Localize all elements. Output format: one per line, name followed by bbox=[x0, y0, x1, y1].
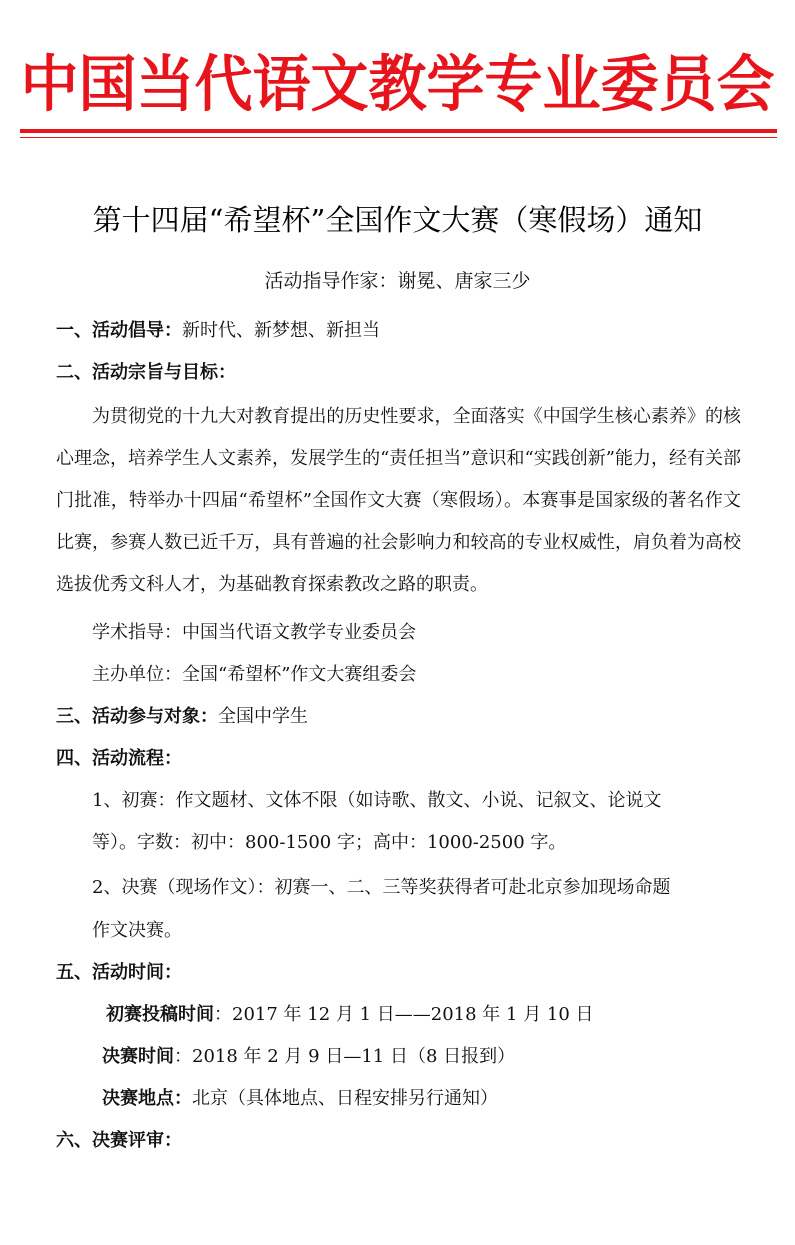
prelim-time bbox=[56, 994, 741, 1036]
final-venue bbox=[56, 1078, 741, 1120]
section-advocacy bbox=[56, 310, 741, 352]
section-heading: 一、活动倡导： bbox=[56, 320, 182, 341]
document-title: 第十四届“希望杯”全国作文大赛（寒假场）通知 bbox=[92, 203, 703, 237]
process-item-final-line2: 作文决赛。 bbox=[92, 920, 182, 941]
final-time-value: ：2018 年 2 月 9 日—11 日（8 日报到） bbox=[174, 1046, 516, 1067]
prelim-time-value: ：2017 年 12 月 1 日——2018 年 1 月 10 日 bbox=[214, 1004, 594, 1025]
purpose-paragraph: 为贯彻党的十九大对教育提出的历史性要求，全面落实《中国学生核心素养》的核心理念，培养学生人文素养，发展学生的“责任担当”意识和“实践创新”能力，经有关部门批准，特举办十四届“希望杯”全国作文大赛（寒假场）。本赛事是国家级的著名作文比赛，参赛人数已近千万，具有普遍的社会影响力和较高的专业权威性，肩负着为高校选拔优秀文科人才，为基础教育探索教改之路的职责。 bbox=[56, 406, 741, 595]
document-subtitle: 活动指导作家：谢冕、唐家三少 bbox=[264, 270, 531, 292]
section-time-heading bbox=[56, 952, 741, 994]
section-purpose-heading bbox=[56, 352, 741, 394]
section-heading: 二、活动宗旨与目标： bbox=[56, 362, 236, 383]
masthead-rule-thick bbox=[20, 129, 777, 133]
section-heading: 三、活动参与对象： bbox=[56, 706, 218, 727]
section-heading: 六、决赛评审： bbox=[56, 1130, 182, 1151]
process-item-final-line1: 2、决赛（现场作文）：初赛一、二、三等奖获得者可赴北京参加现场命题 bbox=[92, 877, 671, 898]
process-item-prelim-line1: 1、初赛：作文题材、文体不限（如诗歌、散文、小说、记叙文、论说文 bbox=[92, 790, 662, 811]
final-time-label: 决赛时间 bbox=[102, 1046, 174, 1067]
host-organizer: 主办单位：全国“希望杯”作文大赛组委会 bbox=[92, 664, 417, 685]
section-participants bbox=[56, 696, 741, 738]
section-text: 新时代、新梦想、新担当 bbox=[182, 320, 380, 341]
section-heading: 五、活动时间： bbox=[56, 962, 182, 983]
section-process-heading bbox=[56, 738, 741, 780]
process-item-prelim-line2: 等）。字数：初中：800-1500 字；高中：1000-2500 字。 bbox=[92, 832, 567, 853]
final-venue-value: 北京（具体地点、日程安排另行通知） bbox=[192, 1088, 498, 1109]
document-body bbox=[56, 310, 741, 1162]
prelim-time-label: 初赛投稿时间 bbox=[106, 1004, 214, 1025]
final-time bbox=[56, 1036, 741, 1078]
masthead-rule-thin bbox=[20, 137, 777, 138]
academic-guidance: 学术指导：中国当代语文教学专业委员会 bbox=[92, 622, 416, 643]
section-judging-heading bbox=[56, 1120, 741, 1162]
final-venue-label: 决赛地点： bbox=[102, 1088, 192, 1109]
section-heading: 四、活动流程： bbox=[56, 748, 182, 769]
organization-masthead: 中国当代语文教学专业委员会 bbox=[20, 48, 775, 120]
section-text: 全国中学生 bbox=[218, 706, 308, 727]
